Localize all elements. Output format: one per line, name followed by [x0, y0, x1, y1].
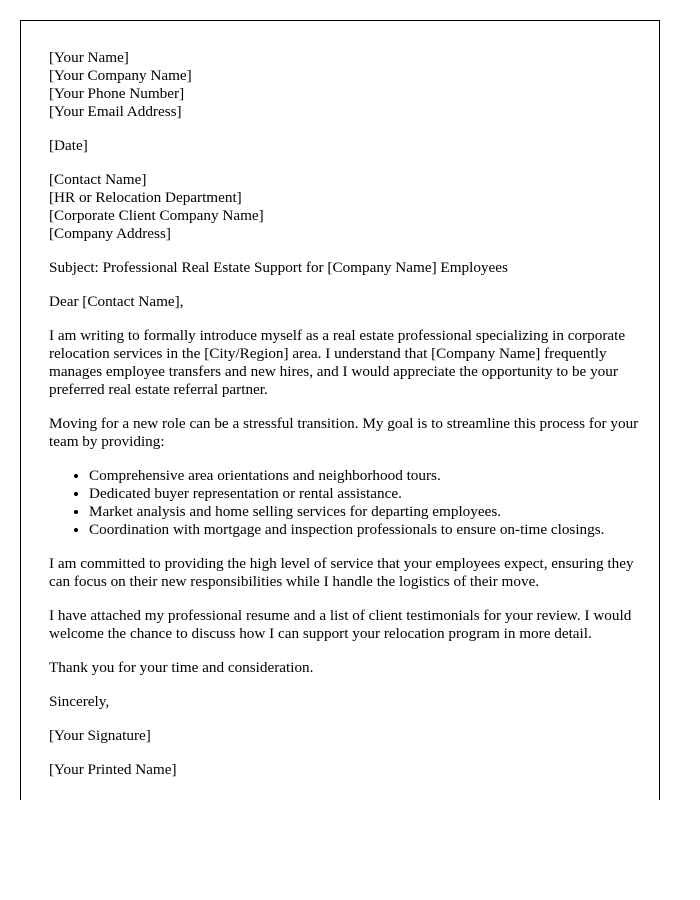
salutation: Dear [Contact Name], — [49, 293, 184, 310]
letter-content — [49, 49, 639, 795]
recipient-block — [49, 171, 639, 243]
services-list — [49, 467, 639, 539]
signature: [Your Signature] — [49, 727, 151, 744]
sender-block — [49, 49, 639, 121]
recipient-department: [HR or Relocation Department] — [49, 189, 242, 206]
letter-page — [20, 20, 660, 800]
recipient-company: [Corporate Client Company Name] — [49, 207, 264, 224]
list-item: • Comprehensive area orientations and neighborhood tours. — [89, 467, 639, 485]
list-item: • Dedicated buyer representation or rental assistance. — [89, 485, 639, 503]
goal-paragraph: Moving for a new role can be a stressful transition. My goal is to streamline this process for your team by providing: — [49, 415, 639, 450]
recipient-address: [Company Address] — [49, 225, 171, 242]
sender-phone: [Your Phone Number] — [49, 85, 185, 102]
sender-email: [Your Email Address] — [49, 103, 182, 120]
recipient-name: [Contact Name] — [49, 171, 147, 188]
closing: Sincerely, — [49, 693, 110, 710]
attachment-paragraph: I have attached my professional resume and a list of client testimonials for your review. I would welcome the chance to discuss how I can support your relocation program in more detail. — [49, 607, 632, 642]
intro-paragraph: I am writing to formally introduce myself as a real estate professional specializing in corporate relocation services in the [City/Region] area. I understand that [Company Name] frequently manages employee transfers and new hires, and I would appreciate the opportunity to be your preferred real estate referral partner. — [49, 327, 626, 398]
commitment-paragraph: I am committed to providing the high level of service that your employees expect, ensuring they can focus on their new responsibilities while I handle the logistics of their move. — [49, 555, 634, 590]
list-item: • Coordination with mortgage and inspection professionals to ensure on-time closings. — [89, 521, 639, 539]
thanks-paragraph: Thank you for your time and consideration. — [49, 659, 314, 676]
sender-company: [Your Company Name] — [49, 67, 192, 84]
subject-line: Subject: Professional Real Estate Support for [Company Name] Employees — [49, 259, 508, 276]
printed-name: [Your Printed Name] — [49, 761, 177, 778]
letter-date: [Date] — [49, 137, 88, 154]
sender-name: [Your Name] — [49, 49, 129, 66]
list-item: • Market analysis and home selling services for departing employees. — [89, 503, 639, 521]
